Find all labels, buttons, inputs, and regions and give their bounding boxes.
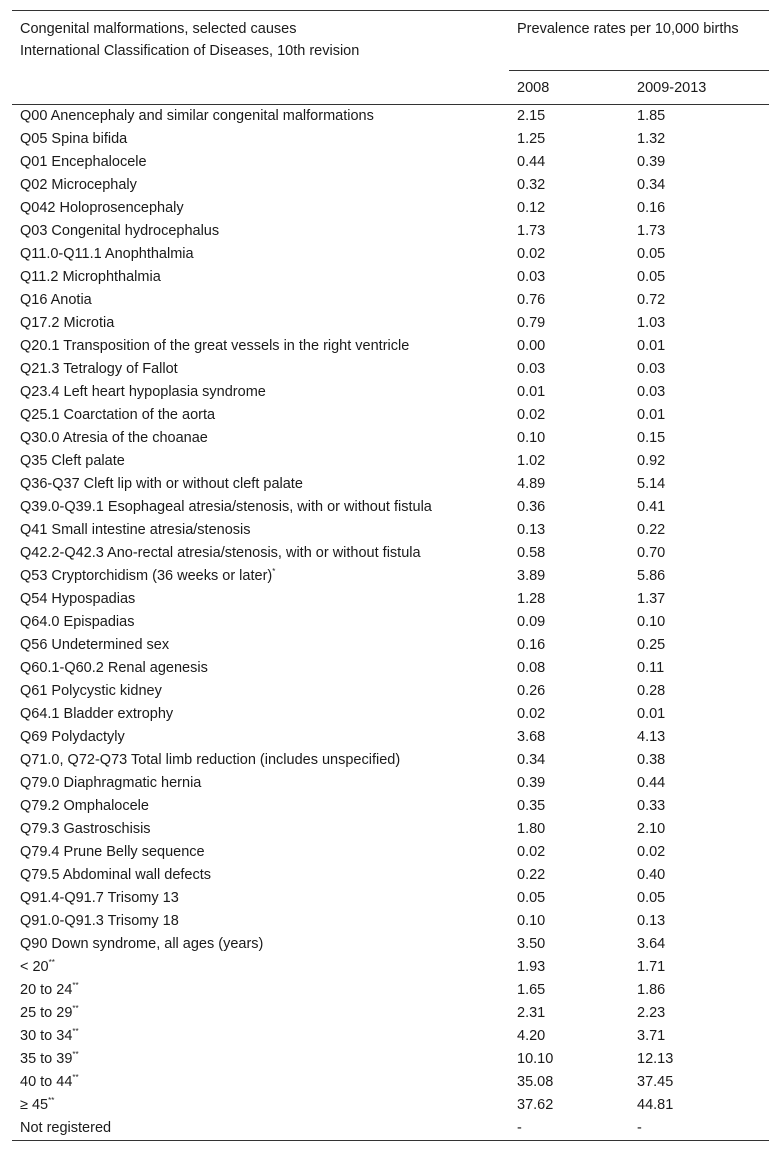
table-header-row xyxy=(12,11,769,71)
rate-2009-2013-cell: 0.44 xyxy=(637,775,666,791)
rate-2009-2013-cell: - xyxy=(629,1117,769,1141)
rate-2009-2013-cell: 1.86 xyxy=(637,982,666,998)
cause-cell xyxy=(12,450,509,473)
table-row xyxy=(12,266,769,289)
cause-cell xyxy=(12,657,509,680)
cause-label: Q91.4-Q91.7 Trisomy 13 xyxy=(20,890,179,906)
footnote-marker: ** xyxy=(72,981,79,990)
table-row xyxy=(12,312,769,335)
cause-label: Q17.2 Microtia xyxy=(20,315,115,331)
cause-cell xyxy=(12,634,509,657)
rate-2009-2013-cell: 0.15 xyxy=(637,430,666,446)
cause-cell xyxy=(12,933,509,956)
table-row xyxy=(12,1002,769,1025)
table-row xyxy=(12,128,769,151)
cause-label: Q42.2-Q42.3 Ano-rectal atresia/stenosis, with or without fistula xyxy=(20,545,421,561)
rate-2009-2013-cell: 0.28 xyxy=(637,683,666,699)
rate-2008-cell: 0.26 xyxy=(517,683,546,699)
rate-2008-cell: 0.35 xyxy=(517,798,546,814)
cause-cell xyxy=(12,910,509,933)
table-row xyxy=(12,818,769,841)
rate-2008-cell: 37.62 xyxy=(517,1097,554,1113)
cause-cell xyxy=(12,887,509,910)
rate-2008-cell: 1.73 xyxy=(517,223,546,239)
footnote-marker: ** xyxy=(48,958,55,967)
rate-2009-2013-cell: 0.41 xyxy=(637,499,666,515)
rate-2008-cell: 35.08 xyxy=(517,1074,554,1090)
rate-2008-cell: 1.80 xyxy=(517,821,546,837)
rate-2008-cell: 0.01 xyxy=(517,384,546,400)
table-body xyxy=(12,105,769,1141)
rate-2009-2013-cell: 0.02 xyxy=(637,844,666,860)
cause-cell xyxy=(12,243,509,266)
table-row xyxy=(12,335,769,358)
cause-cell xyxy=(12,772,509,795)
cause-label: Q79.4 Prune Belly sequence xyxy=(20,844,205,860)
cause-cell xyxy=(12,519,509,542)
cause-label: Q91.0-Q91.3 Trisomy 18 xyxy=(20,913,179,929)
rate-2008-cell: 3.89 xyxy=(517,568,546,584)
rate-2008-cell: 0.10 xyxy=(517,913,546,929)
rate-2008-cell: 0.08 xyxy=(517,660,546,676)
cause-label: Q79.5 Abdominal wall defects xyxy=(20,867,212,883)
cause-cell xyxy=(12,1117,509,1141)
cause-cell xyxy=(12,197,509,220)
rate-2009-2013-cell: 0.33 xyxy=(637,798,666,814)
cause-label: Q79.3 Gastroschisis xyxy=(20,821,151,837)
rate-2009-2013-cell: 1.32 xyxy=(637,131,666,147)
cause-cell xyxy=(12,1025,509,1048)
table-row xyxy=(12,1025,769,1048)
table-row xyxy=(12,887,769,910)
cause-label: Q03 Congenital hydrocephalus xyxy=(20,223,220,239)
rate-2009-2013-cell: 0.13 xyxy=(637,913,666,929)
cause-cell xyxy=(12,795,509,818)
rate-2009-2013-cell: 37.45 xyxy=(637,1074,674,1090)
table-row xyxy=(12,772,769,795)
cause-label: Q25.1 Coarctation of the aorta xyxy=(20,407,216,423)
cause-label: Q64.0 Epispadias xyxy=(20,614,135,630)
prevalence-table xyxy=(12,10,769,1141)
cause-cell xyxy=(12,427,509,450)
cause-label: Q71.0, Q72-Q73 Total limb reduction (includes unspecified) xyxy=(20,752,401,768)
rate-2009-2013-cell: 5.86 xyxy=(637,568,666,584)
cause-cell xyxy=(12,473,509,496)
rate-2008-cell: 1.25 xyxy=(517,131,546,147)
table-row xyxy=(12,910,769,933)
cause-cell xyxy=(12,335,509,358)
cause-cell xyxy=(12,749,509,772)
rate-2009-2013-cell: 0.05 xyxy=(637,269,666,285)
cause-cell xyxy=(12,703,509,726)
cause-cell xyxy=(12,404,509,427)
rate-2008-cell: 0.22 xyxy=(517,867,546,883)
cause-label: Q53 Cryptorchidism (36 weeks or later) xyxy=(20,568,273,584)
rate-2008-cell: 0.79 xyxy=(517,315,546,331)
rate-2009-2013-cell: 0.05 xyxy=(637,246,666,262)
table-row xyxy=(12,473,769,496)
cause-label: Q39.0-Q39.1 Esophageal atresia/stenosis, with or without fistula xyxy=(20,499,432,515)
cause-label: Q23.4 Left heart hypoplasia syndrome xyxy=(20,384,266,400)
rate-2009-2013-cell: 12.13 xyxy=(637,1051,674,1067)
rate-2009-2013-cell: 3.71 xyxy=(637,1028,666,1044)
cause-cell xyxy=(12,151,509,174)
table-row xyxy=(12,841,769,864)
footnote-marker: * xyxy=(272,567,276,576)
footnote-marker: ** xyxy=(48,1096,55,1105)
cause-label: Q16 Anotia xyxy=(20,292,92,308)
rate-2008-cell: 1.28 xyxy=(517,591,546,607)
cause-label: 30 to 34 xyxy=(20,1028,73,1044)
rate-2009-2013-cell: 0.39 xyxy=(637,154,666,170)
rate-2008-cell: 2.31 xyxy=(517,1005,546,1021)
cause-label: Q64.1 Bladder extrophy xyxy=(20,706,174,722)
footnote-marker: ** xyxy=(72,1027,79,1036)
rate-2008-cell: 0.00 xyxy=(517,338,546,354)
prevalence-group-header: Prevalence rates per 10,000 births xyxy=(509,11,769,71)
cause-label: 40 to 44 xyxy=(20,1074,73,1090)
cause-label: Q79.2 Omphalocele xyxy=(20,798,149,814)
table-row xyxy=(12,611,769,634)
rate-2008-cell: 4.20 xyxy=(517,1028,546,1044)
rate-2008-cell: 0.34 xyxy=(517,752,546,768)
cause-cell xyxy=(12,312,509,335)
rate-2008-cell: 1.65 xyxy=(517,982,546,998)
table-row xyxy=(12,1048,769,1071)
table-row xyxy=(12,1117,769,1141)
rate-2008-cell: 0.05 xyxy=(517,890,546,906)
cause-cell xyxy=(12,565,509,588)
cause-cell xyxy=(12,542,509,565)
cause-label: Q41 Small intestine atresia/stenosis xyxy=(20,522,251,538)
rate-2008-cell: 2.15 xyxy=(517,108,546,124)
rate-2008-cell: 0.44 xyxy=(517,154,546,170)
rate-2009-2013-cell: 0.92 xyxy=(637,453,666,469)
table-row xyxy=(12,381,769,404)
cause-label: 20 to 24 xyxy=(20,982,73,998)
cause-cell xyxy=(12,611,509,634)
rate-2008-cell: 0.10 xyxy=(517,430,546,446)
cause-cell xyxy=(12,956,509,979)
rate-2008-cell: 0.03 xyxy=(517,269,546,285)
rate-2009-2013-cell: 0.72 xyxy=(637,292,666,308)
table-row xyxy=(12,703,769,726)
col-header-2008: 2008 xyxy=(517,79,550,96)
footnote-marker: ** xyxy=(72,1073,79,1082)
rate-2009-2013-cell: 0.05 xyxy=(637,890,666,906)
cause-label: < 20 xyxy=(20,959,49,975)
table-row xyxy=(12,680,769,703)
table-row xyxy=(12,795,769,818)
table-row xyxy=(12,657,769,680)
table-row xyxy=(12,105,769,129)
table-row xyxy=(12,565,769,588)
cause-cell xyxy=(12,680,509,703)
table-row xyxy=(12,1094,769,1117)
cause-label: 25 to 29 xyxy=(20,1005,73,1021)
rate-2009-2013-cell: 2.23 xyxy=(637,1005,666,1021)
rate-2009-2013-cell: 0.70 xyxy=(637,545,666,561)
rate-2009-2013-cell: 4.13 xyxy=(637,729,666,745)
cause-cell xyxy=(12,1071,509,1094)
cause-cell xyxy=(12,358,509,381)
cause-label: Q69 Polydactyly xyxy=(20,729,125,745)
rate-2008-cell: 3.50 xyxy=(517,936,546,952)
rate-2009-2013-cell: 0.25 xyxy=(637,637,666,653)
cause-label: Q30.0 Atresia of the choanae xyxy=(20,430,208,446)
cause-cell xyxy=(12,818,509,841)
cause-label: Q02 Microcephaly xyxy=(20,177,137,193)
cause-cell xyxy=(12,588,509,611)
cause-cell xyxy=(12,128,509,151)
table-row xyxy=(12,956,769,979)
cause-label: Not registered xyxy=(20,1120,112,1136)
cause-label: Q00 Anencephaly and similar congenital malformations xyxy=(20,108,374,124)
table-row xyxy=(12,243,769,266)
cause-cell xyxy=(12,1048,509,1071)
rate-2008-cell: 0.13 xyxy=(517,522,546,538)
cause-cell xyxy=(12,1002,509,1025)
header-title-line2: International Classification of Diseases, 10th revision xyxy=(20,43,360,59)
rate-2008-cell: 0.76 xyxy=(517,292,546,308)
cause-cell xyxy=(12,381,509,404)
table-row xyxy=(12,197,769,220)
rate-2009-2013-cell: 0.40 xyxy=(637,867,666,883)
footnote-marker: ** xyxy=(72,1004,79,1013)
cause-label: Q21.3 Tetralogy of Fallot xyxy=(20,361,178,377)
table-row xyxy=(12,979,769,1002)
cause-label: Q54 Hypospadias xyxy=(20,591,136,607)
cause-cell xyxy=(12,864,509,887)
rate-2009-2013-cell: 0.16 xyxy=(637,200,666,216)
footnote-marker: ** xyxy=(72,1050,79,1059)
cause-label: Q20.1 Transposition of the great vessels in the right ventricle xyxy=(20,338,410,354)
cause-label: Q56 Undetermined sex xyxy=(20,637,170,653)
cause-label: Q90 Down syndrome, all ages (years) xyxy=(20,936,264,952)
rate-2009-2013-cell: 1.37 xyxy=(637,591,666,607)
cause-cell xyxy=(12,979,509,1002)
rate-2008-cell: 0.58 xyxy=(517,545,546,561)
table-row xyxy=(12,864,769,887)
table-row xyxy=(12,289,769,312)
rate-2008-cell: 0.12 xyxy=(517,200,546,216)
cause-cell xyxy=(12,841,509,864)
table-row xyxy=(12,1071,769,1094)
cause-label: Q79.0 Diaphragmatic hernia xyxy=(20,775,202,791)
cause-label: Q11.0-Q11.1 Anophthalmia xyxy=(20,246,194,262)
rate-2008-cell: - xyxy=(509,1117,629,1141)
rate-2009-2013-cell: 0.34 xyxy=(637,177,666,193)
rate-2008-cell: 1.02 xyxy=(517,453,546,469)
rate-2008-cell: 3.68 xyxy=(517,729,546,745)
cause-label: 35 to 39 xyxy=(20,1051,73,1067)
rate-2009-2013-cell: 44.81 xyxy=(637,1097,674,1113)
rate-2009-2013-cell: 1.03 xyxy=(637,315,666,331)
rate-2008-cell: 0.02 xyxy=(517,706,546,722)
rate-2009-2013-cell: 1.73 xyxy=(637,223,666,239)
rate-2008-cell: 0.02 xyxy=(517,407,546,423)
rate-2009-2013-cell: 0.01 xyxy=(637,706,666,722)
rate-2009-2013-cell: 5.14 xyxy=(637,476,666,492)
header-title-line1: Congenital malformations, selected causes xyxy=(20,21,297,37)
table-row xyxy=(12,427,769,450)
rate-2009-2013-cell: 0.01 xyxy=(637,338,666,354)
table-row xyxy=(12,726,769,749)
table-row xyxy=(12,588,769,611)
rate-2009-2013-cell: 1.71 xyxy=(637,959,666,975)
cause-label: Q35 Cleft palate xyxy=(20,453,125,469)
table-row xyxy=(12,933,769,956)
table-row xyxy=(12,542,769,565)
rate-2008-cell: 0.02 xyxy=(517,246,546,262)
table-row xyxy=(12,519,769,542)
cause-cell xyxy=(12,174,509,197)
cause-cell xyxy=(12,496,509,519)
cause-label: Q11.2 Microphthalmia xyxy=(20,269,161,285)
table-row xyxy=(12,174,769,197)
table-row xyxy=(12,450,769,473)
cause-cell xyxy=(12,220,509,243)
cause-cell xyxy=(12,726,509,749)
rate-2008-cell: 10.10 xyxy=(517,1051,554,1067)
rate-2008-cell: 1.93 xyxy=(517,959,546,975)
cause-label: ≥ 45 xyxy=(20,1097,49,1113)
table-row xyxy=(12,220,769,243)
table-row xyxy=(12,749,769,772)
rate-2008-cell: 0.09 xyxy=(517,614,546,630)
cause-cell xyxy=(12,289,509,312)
rate-2009-2013-cell: 0.10 xyxy=(637,614,666,630)
cause-cell xyxy=(12,105,509,129)
rate-2009-2013-cell: 0.01 xyxy=(637,407,666,423)
rate-2008-cell: 0.36 xyxy=(517,499,546,515)
cause-cell xyxy=(12,1094,509,1117)
prevalence-table-container xyxy=(12,10,769,1141)
table-row xyxy=(12,496,769,519)
table-row xyxy=(12,404,769,427)
table-row xyxy=(12,151,769,174)
table-row xyxy=(12,634,769,657)
cause-label: Q36-Q37 Cleft lip with or without cleft palate xyxy=(20,476,303,492)
cause-label: Q01 Encephalocele xyxy=(20,154,147,170)
rate-2008-cell: 0.03 xyxy=(517,361,546,377)
cause-label: Q042 Holoprosencephaly xyxy=(20,200,184,216)
rate-2008-cell: 0.32 xyxy=(517,177,546,193)
rate-2008-cell: 0.02 xyxy=(517,844,546,860)
rate-2008-cell: 0.16 xyxy=(517,637,546,653)
rate-2009-2013-cell: 0.03 xyxy=(637,384,666,400)
col-header-2009-2013: 2009-2013 xyxy=(637,79,707,96)
rate-2008-cell: 0.39 xyxy=(517,775,546,791)
rate-2009-2013-cell: 0.38 xyxy=(637,752,666,768)
rate-2009-2013-cell: 2.10 xyxy=(637,821,666,837)
cause-label: Q60.1-Q60.2 Renal agenesis xyxy=(20,660,208,676)
rate-2009-2013-cell: 0.11 xyxy=(637,660,665,676)
cause-label: Q61 Polycystic kidney xyxy=(20,683,162,699)
rate-2009-2013-cell: 0.03 xyxy=(637,361,666,377)
rate-2009-2013-cell: 1.85 xyxy=(637,108,666,124)
cause-column-header xyxy=(12,11,509,105)
table-row xyxy=(12,358,769,381)
cause-cell xyxy=(12,266,509,289)
rate-2008-cell: 4.89 xyxy=(517,476,546,492)
cause-label: Q05 Spina bifida xyxy=(20,131,128,147)
rate-2009-2013-cell: 3.64 xyxy=(637,936,666,952)
rate-2009-2013-cell: 0.22 xyxy=(637,522,666,538)
